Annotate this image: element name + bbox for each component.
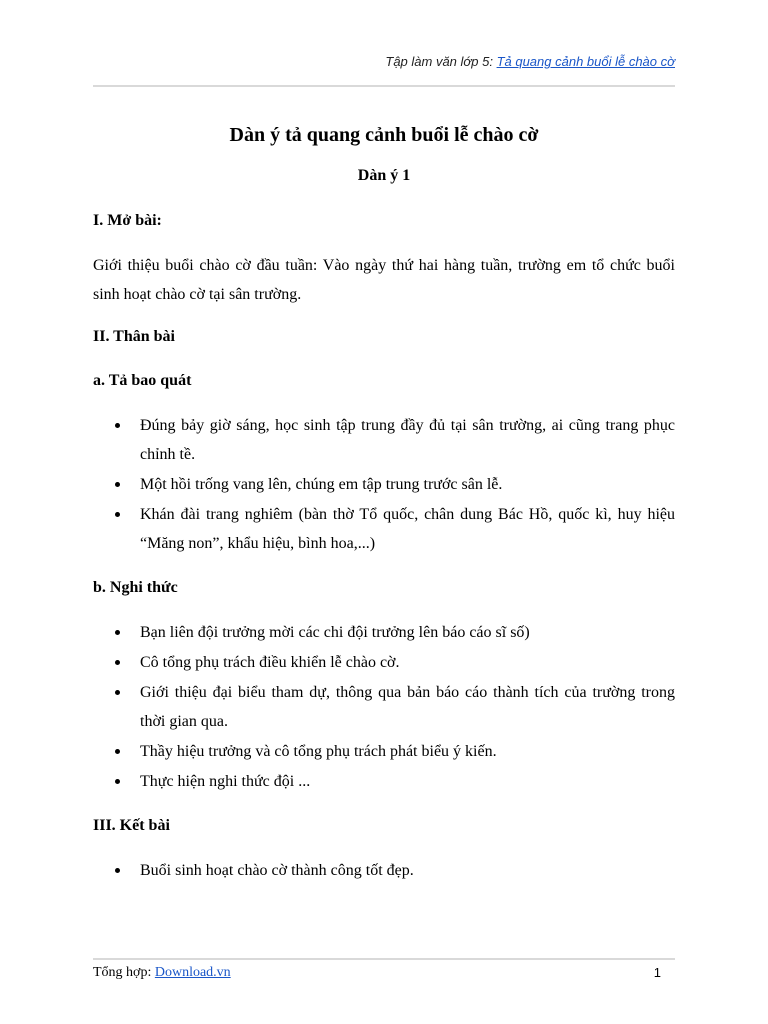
bullet-list-ta-bao-quat <box>93 411 675 558</box>
list-item-text: Giới thiệu đại biểu tham dự, thông qua bản báo cáo thành tích của trường trong thời gian qua. <box>140 684 675 730</box>
list-item <box>93 678 675 736</box>
bullet-icon <box>115 482 120 487</box>
subsection-heading-nghi-thuc: b. Nghi thức <box>93 579 178 596</box>
page-number: 1 <box>653 965 661 980</box>
bullet-icon <box>115 690 120 695</box>
subsection-heading-ta-bao-quat: a. Tả bao quát <box>93 372 192 389</box>
section-heading-ket-bai: III. Kết bài <box>93 817 170 834</box>
document-body <box>93 118 675 901</box>
header-prefix: Tập làm văn lớp 5: <box>385 54 497 69</box>
footer-source-link[interactable]: Download.vn <box>154 965 231 980</box>
footer-source <box>93 963 231 983</box>
section-heading-mo-bai: I. Mở bài: <box>93 212 162 229</box>
footer-divider <box>93 958 675 960</box>
document-title: Dàn ý tả quang cảnh buổi lễ chào cờ <box>229 124 539 146</box>
list-item <box>93 411 675 469</box>
bullet-icon <box>115 423 120 428</box>
page-header <box>385 54 675 69</box>
list-item-text: Thầy hiệu trưởng và cô tổng phụ trách phát biểu ý kiến. <box>140 743 497 760</box>
bullet-icon <box>115 779 120 784</box>
bullet-icon <box>115 630 120 635</box>
bullet-icon <box>115 660 120 665</box>
list-item-text: Thực hiện nghi thức đội ... <box>140 773 311 790</box>
footer-prefix: Tổng hợp: <box>93 965 155 980</box>
list-item-text: Một hồi trống vang lên, chúng em tập trung trước sân lễ. <box>140 476 503 493</box>
list-item-text: Bạn liên đội trưởng mời các chi đội trưởng lên báo cáo sĩ số) <box>140 624 530 641</box>
bullet-list-nghi-thuc <box>93 618 675 796</box>
list-item <box>93 648 675 677</box>
list-item <box>93 500 675 558</box>
bullet-icon <box>115 749 120 754</box>
list-item-text: Khán đài trang nghiêm (bàn thờ Tổ quốc, chân dung Bác Hồ, quốc kì, huy hiệu “Măng non”, khẩu hiệu, bình hoa,...) <box>140 506 675 552</box>
document-subtitle: Dàn ý 1 <box>357 167 411 184</box>
list-item <box>93 618 675 647</box>
list-item <box>93 737 675 766</box>
bullet-icon <box>115 868 120 873</box>
list-item <box>93 767 675 796</box>
paragraph-mo-bai: Giới thiệu buổi chào cờ đầu tuần: Vào ngày thứ hai hàng tuần, trường em tổ chức buổi sinh hoạt chào cờ tại sân trường. <box>93 257 675 303</box>
list-item-text: Buổi sinh hoạt chào cờ thành công tốt đẹp. <box>140 862 414 879</box>
list-item <box>93 856 675 885</box>
list-item <box>93 470 675 499</box>
list-item-text: Đúng bảy giờ sáng, học sinh tập trung đầy đủ tại sân trường, ai cũng trang phục chỉnh tề. <box>140 417 675 463</box>
header-divider <box>93 85 675 87</box>
bullet-list-ket-bai <box>93 856 675 885</box>
bullet-icon <box>115 512 120 517</box>
section-heading-than-bai: II. Thân bài <box>93 328 175 345</box>
list-item-text: Cô tổng phụ trách điều khiển lễ chào cờ. <box>140 654 400 671</box>
header-article-link[interactable]: Tả quang cảnh buổi lễ chào cờ <box>496 54 675 69</box>
